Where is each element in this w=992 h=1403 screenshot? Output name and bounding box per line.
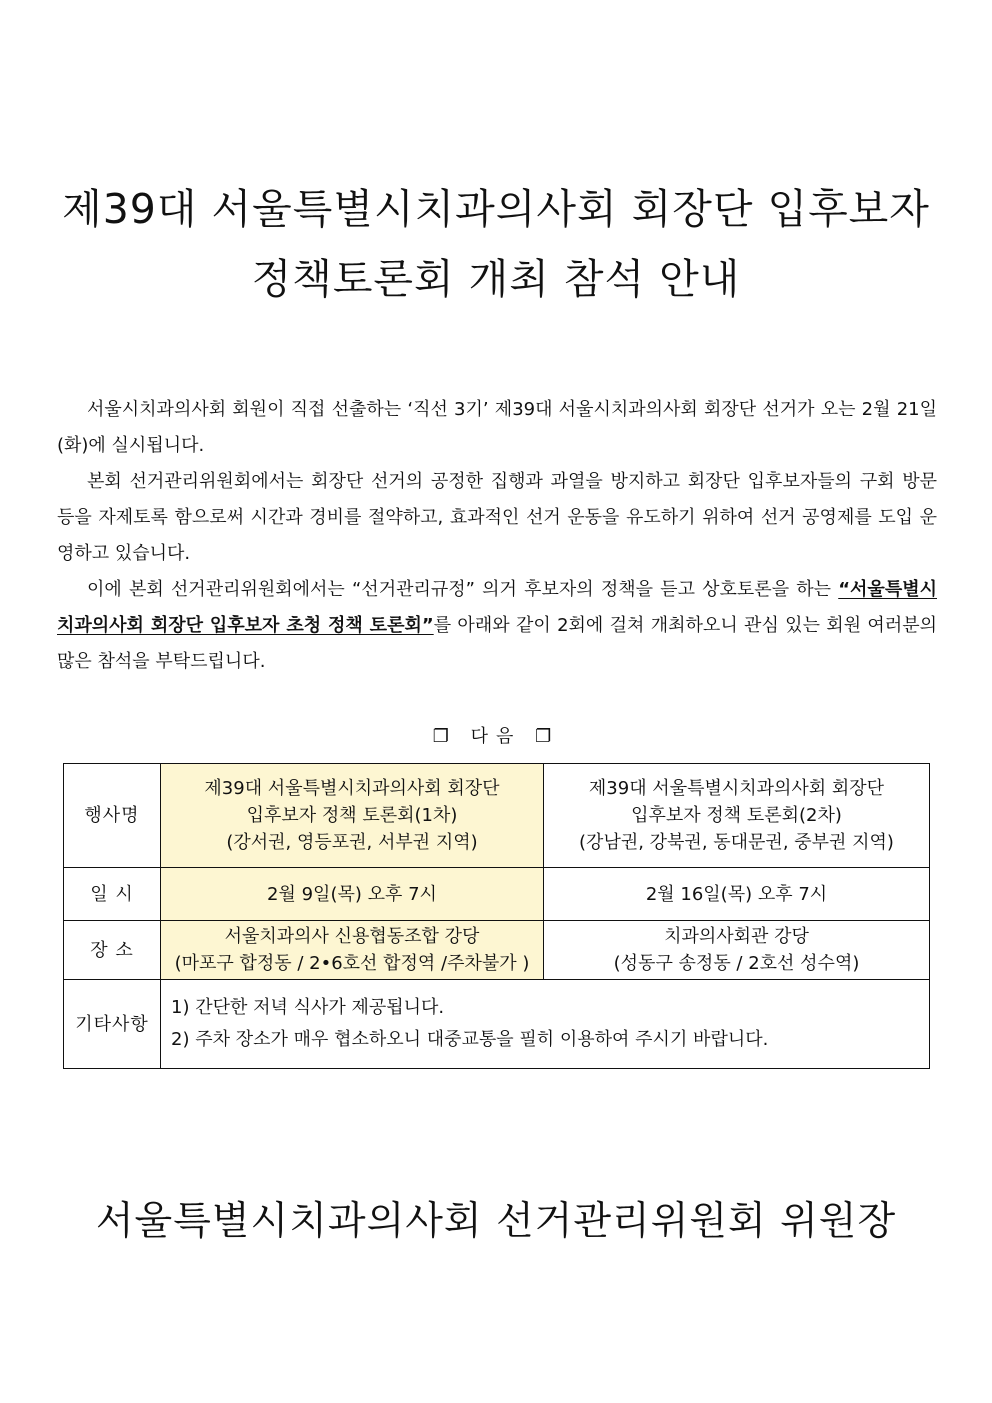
body-paragraphs xyxy=(57,392,937,680)
row-head-etc: 기타사항 xyxy=(64,980,161,1069)
event-second-cell xyxy=(544,764,930,868)
signature-committee-chair: 서울특별시치과의사회 선거관리위원회 위원장 xyxy=(95,1199,897,1244)
etc-item: 2) 주차 장소가 매우 협소하오니 대중교통을 필히 이용하여 주시기 바랍니다. xyxy=(171,1029,769,1050)
event-first-line: (강서권, 영등포권, 서부권 지역) xyxy=(226,832,478,853)
paragraph-debate-invitation xyxy=(57,572,937,680)
table-row-date xyxy=(64,868,930,921)
event-first-cell xyxy=(161,764,544,868)
debate-event-name: “서울특별시치과의사회 회장단 입후보자 초청 정책 토론회” xyxy=(57,579,937,636)
row-head-date: 일 시 xyxy=(64,868,161,921)
place-first-line: (마포구 합정동 / 2•6호선 합정역 /주차불가 ) xyxy=(174,953,530,974)
row-head-event: 행사명 xyxy=(64,764,161,868)
document-title-line2: 정책토론회 개최 참석 안내 xyxy=(251,255,741,303)
paragraph-election-committee: 본회 선거관리위원회에서는 회장단 선거의 공정한 집행과 과열을 방지하고 회장단 입후보자들의 구회 방문 등을 자제토록 함으로써 시간과 경비를 절약하고, 효과적인 선거 운동을 유도하기 위하여 선거 공영제를 도입 운영하고 있습니다. xyxy=(57,471,937,564)
place-second-line: 치과의사회관 강당 xyxy=(664,926,809,947)
event-second-line: 제39대 서울특별시치과의사회 회장단 xyxy=(588,778,885,799)
date-second-cell: 2월 16일(목) 오후 7시 xyxy=(544,868,930,921)
next-section-label: ❐ 다음 ❐ xyxy=(432,726,560,747)
place-second-line: (성동구 송정동 / 2호선 성수역) xyxy=(613,953,860,974)
event-second-line: 입후보자 정책 토론회(2차) xyxy=(631,805,842,826)
invitation-text-pre: 이에 본회 선거관리위원회에서는 “선거관리규정” 의거 후보자의 정책을 듣고 상호토론을 하는 xyxy=(87,579,839,600)
etc-item: 1) 간단한 저녁 식사가 제공됩니다. xyxy=(171,997,445,1018)
date-first-cell: 2월 9일(목) 오후 7시 xyxy=(161,868,544,921)
place-first-cell xyxy=(161,921,544,980)
row-head-place: 장 소 xyxy=(64,921,161,980)
table-row-etc xyxy=(64,980,930,1069)
event-info-table xyxy=(63,763,930,1069)
table-row-place xyxy=(64,921,930,980)
table-row-event xyxy=(64,764,930,868)
place-first-line: 서울치과의사 신용협동조합 강당 xyxy=(224,926,480,947)
etc-cell xyxy=(161,980,930,1069)
event-second-line: (강남권, 강북권, 동대문권, 중부권 지역) xyxy=(579,832,894,853)
event-first-line: 제39대 서울특별시치과의사회 회장단 xyxy=(204,778,500,799)
event-first-line: 입후보자 정책 토론회(1차) xyxy=(246,805,458,826)
place-second-cell xyxy=(544,921,930,980)
paragraph-election-notice: 서울시치과의사회 회원이 직접 선출하는 ‘직선 3기’ 제39대 서울시치과의사회 회장단 선거가 오는 2월 21일(화)에 실시됩니다. xyxy=(57,399,937,456)
invitation-text-post: 를 아래와 같이 2회에 걸쳐 개최하오니 관심 있는 회원 여러분의 많은 참석을 부탁드립니다. xyxy=(57,615,937,672)
document-title-line1: 제39대 서울특별시치과의사회 회장단 입후보자 xyxy=(62,185,930,233)
